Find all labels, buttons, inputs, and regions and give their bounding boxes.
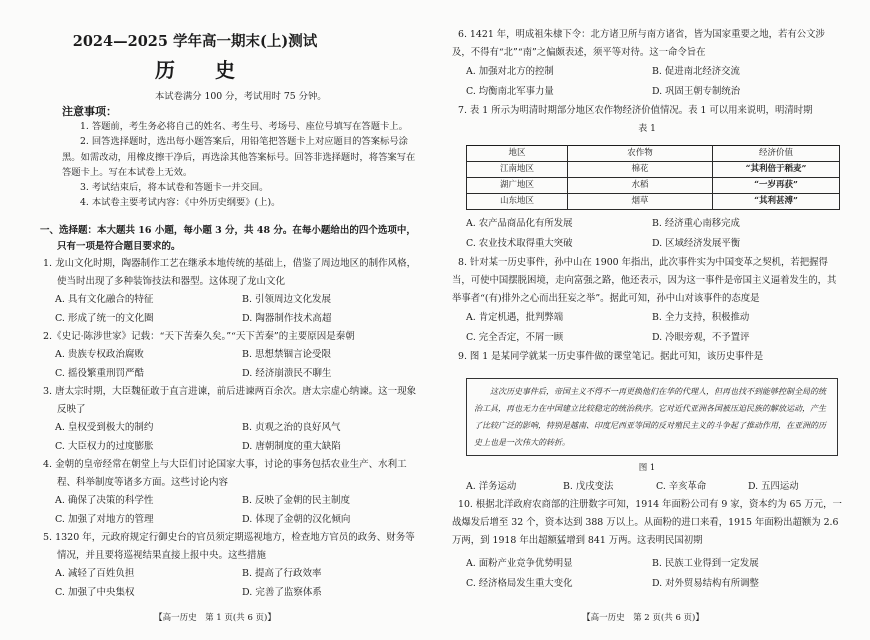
question-stem: 9. 图 1 是某同学就某一历史事件做的课堂笔记。据此可知，该历史事件是 bbox=[458, 351, 764, 362]
option-c: C. 经济格局发生重大变化 bbox=[466, 578, 573, 589]
table-cell: 水稻 bbox=[568, 178, 713, 194]
option-c: C. 辛亥革命 bbox=[656, 481, 707, 492]
option-d: D. 陶器制作技术高超 bbox=[242, 312, 332, 324]
option-b: B. 戊戌变法 bbox=[563, 481, 614, 492]
question-9 bbox=[452, 348, 842, 496]
notice-heading: 注意事项： bbox=[62, 105, 117, 118]
right-question-list bbox=[452, 26, 842, 594]
option-d: D. 体现了金朝的汉化倾向 bbox=[242, 513, 351, 525]
question-stem: 1. 龙山文化时期，陶器制作工艺在继承本地传统的基础上，借鉴了周边地区的制作风格，使当时出现了多种装饰技法和器型。这体现了龙山文化 bbox=[43, 258, 417, 287]
question-4 bbox=[40, 456, 422, 529]
option-a: A. 面粉产业竞争优势明显 bbox=[466, 558, 573, 569]
table-row bbox=[467, 162, 840, 178]
question-stem: 10. 根据北洋政府农商部的注册数字可知，1914 年面粉公司有 9 家，资本约为 65 万元，一战爆发后增至 32 个，资本达到 388 万以上。从面粉的进口来看，1915 年面粉出超额为 2.6 万两，到 1918 年出超额猛增到 841 万两。这表明民国初期 bbox=[452, 499, 842, 546]
question-1 bbox=[40, 255, 422, 328]
notice-item: 3. 考试结束后，将本试卷和答题卡一并交回。 bbox=[80, 182, 269, 194]
answer-options bbox=[40, 419, 422, 456]
answer-options bbox=[452, 62, 842, 102]
option-b: B. 经济重心南移完成 bbox=[652, 218, 740, 229]
question-2 bbox=[40, 328, 422, 383]
table-row bbox=[467, 194, 840, 210]
option-b: B. 贞观之治的良好风气 bbox=[242, 422, 341, 433]
option-b: B. 提高了行政效率 bbox=[242, 568, 322, 579]
answer-options bbox=[40, 346, 422, 383]
subject-title: 历 史 bbox=[155, 58, 235, 82]
option-c: C. 摇役繁重刑罚严酷 bbox=[55, 367, 144, 379]
page-footer-right: 【高一历史 第 2 页(共 6 页)】 bbox=[582, 613, 704, 623]
page-footer-left: 【高一历史 第 1 页(共 6 页)】 bbox=[154, 613, 276, 623]
crop-value-table bbox=[466, 145, 840, 210]
option-a: A. 农产品商品化有所发展 bbox=[466, 218, 573, 229]
question-stem: 3. 唐太宗时期，大臣魏征敢于直言进谏，前后进谏两百余次。唐太宗虚心纳谏。这一现象反映了 bbox=[43, 386, 417, 415]
answer-options bbox=[40, 492, 422, 529]
option-b: B. 促进南北经济交流 bbox=[652, 66, 740, 77]
question-stem: 2.《史记·陈涉世家》记载：“天下苦秦久矣。”“天下苦秦”的主要原因是秦朝 bbox=[43, 331, 355, 342]
option-d: D. 冷眼旁观，不予置评 bbox=[652, 332, 750, 343]
option-c: C. 加强了对地方的管理 bbox=[55, 513, 154, 525]
option-d: D. 五四运动 bbox=[748, 481, 799, 492]
table-cell: 山东地区 bbox=[467, 194, 568, 210]
option-b: B. 全力支持，积极推动 bbox=[652, 312, 750, 323]
option-d: D. 对外贸易结构有所调整 bbox=[652, 578, 759, 589]
table-header-row bbox=[467, 146, 840, 162]
exam-info: 本试卷满分 100 分，考试用时 75 分钟。 bbox=[155, 91, 327, 102]
option-c: C. 完全否定，不屑一顾 bbox=[466, 332, 564, 343]
option-c: C. 均衡南北军事力量 bbox=[466, 86, 554, 97]
table-header-cell: 地区 bbox=[467, 146, 568, 162]
table-cell: “其利倍于稻麦” bbox=[713, 162, 840, 178]
option-c: C. 加强了中央集权 bbox=[55, 586, 135, 598]
table-row bbox=[467, 178, 840, 194]
option-b: B. 引领周边文化发展 bbox=[242, 294, 332, 305]
question-8 bbox=[452, 254, 842, 348]
exam-title: 2024—2025 学年高一期末(上)测试 bbox=[72, 33, 318, 50]
answer-options bbox=[40, 565, 422, 602]
option-d: D. 经济崩溃民不聊生 bbox=[242, 367, 332, 379]
notice-item: 1. 答题前，考生务必将自己的姓名、考生号、考场号、座位号填写在答题卡上。 bbox=[80, 121, 408, 132]
table-header-cell: 农作物 bbox=[568, 146, 713, 162]
left-question-list bbox=[40, 223, 422, 602]
option-a: A. 贵族专权政治腐败 bbox=[55, 349, 144, 360]
notice-item: 2. 回答选择题时，选出每小题答案后，用铅笔把答题卡上对应题目的答案标号涂黑。如需改动，用橡皮擦干净后，再选涂其他答案标号。回答非选择题时，将答案写在答题卡上。写在本试卷上无效。 bbox=[62, 136, 416, 178]
question-stem: 5. 1320 年，元政府规定行御史台的官员须定期巡视地方，检查地方官员的政务、财务等情况，并且要将巡视结果直接上报中央。这些措施 bbox=[43, 532, 415, 561]
option-b: B. 反映了金朝的民主制度 bbox=[242, 495, 351, 506]
figure-caption: 图 1 bbox=[638, 463, 656, 473]
answer-options bbox=[452, 554, 842, 594]
option-d: D. 区域经济发展平衡 bbox=[652, 238, 741, 249]
figure-note-box: 这次历史事件后，帝国主义不得不一再更换他们在华的代理人，但再也找不到能够控制全局的统治工具，再也无力在中国建立比较稳定的统治秩序。它对近代亚洲各国被压迫民族的解放运动，产生了比较广泛的影响，特别是越南、印度尼西亚等国的反对殖民主义的斗争起了推动作用，在亚洲的历史上也是一次伟大的转折。 bbox=[466, 378, 838, 456]
option-c: C. 大臣权力的过度膨胀 bbox=[55, 440, 154, 452]
question-6 bbox=[452, 26, 842, 102]
table-cell: 烟草 bbox=[568, 194, 713, 210]
table-cell: 棉花 bbox=[568, 162, 713, 178]
question-stem: 7. 表 1 所示为明清时期部分地区农作物经济价值情况。表 1 可以用来说明，明清时期 bbox=[458, 105, 813, 116]
option-a: A. 洋务运动 bbox=[466, 481, 517, 492]
option-d: D. 巩固王朝专制统治 bbox=[652, 86, 741, 97]
notice-item: 4. 本试卷主要考试内容：《中外历史纲要》(上)。 bbox=[80, 197, 281, 209]
question-10 bbox=[452, 496, 842, 594]
question-stem: 6. 1421 年，明成祖朱棣下令：北方诸卫所与南方诸省，皆为国家重要之地，若有公文涉及，不得有“北”“南”之偏颇表述，须平等对待。这一命令旨在 bbox=[452, 29, 825, 58]
question-stem: 4. 金朝的皇帝经常在朝堂上与大臣们讨论国家大事，讨论的事务包括农业生产、水利工程、科举制度等诸多方面。这些讨论内容 bbox=[43, 459, 407, 488]
answer-options bbox=[40, 291, 422, 328]
answer-options bbox=[452, 308, 842, 348]
question-stem: 8. 针对某一历史事件，孙中山在 1900 年指出，此次事件实为中国变革之契机，若把握得当，可使中国摆脱困境，走向富强之路，他还表示，因为这一事件是帝国主义逼着发生的，其举事者“(有)排外之心而出狂妄之举”。据此可知，孙中山对该事件的态度是 bbox=[452, 257, 837, 304]
table-title: 表 1 bbox=[638, 124, 656, 134]
question-3 bbox=[40, 383, 422, 456]
option-c: C. 形成了统一的文化圈 bbox=[55, 312, 154, 324]
option-b: B. 民族工业得到一定发展 bbox=[652, 558, 759, 569]
option-d: D. 唐朝制度的重大缺陷 bbox=[242, 440, 341, 452]
table-cell: “其利甚溥” bbox=[713, 194, 840, 210]
option-a: A. 确保了决策的科学性 bbox=[55, 495, 154, 506]
option-a: A. 减轻了百姓负担 bbox=[55, 568, 135, 579]
question-5 bbox=[40, 529, 422, 602]
option-a: A. 皇权受到极大的制约 bbox=[55, 422, 154, 433]
option-a: A. 加强对北方的控制 bbox=[466, 66, 554, 77]
question-7 bbox=[452, 102, 842, 254]
option-a: A. 肯定机遇，批判弊端 bbox=[466, 312, 564, 323]
table-cell: 湖广地区 bbox=[467, 178, 568, 194]
option-a: A. 具有文化融合的特征 bbox=[55, 294, 154, 305]
option-c: C. 农业技术取得重大突破 bbox=[466, 238, 573, 249]
answer-options bbox=[452, 477, 842, 496]
table-cell: 江南地区 bbox=[467, 162, 568, 178]
section-heading: 一、选择题：本大题共 16 小题，每小题 3 分，共 48 分。在每小题给出的四个选项中，只有一项是符合题目要求的。 bbox=[40, 225, 416, 252]
notice-list bbox=[62, 119, 422, 211]
option-b: B. 思想禁锢言论受限 bbox=[242, 349, 332, 360]
option-d: D. 完善了监察体系 bbox=[242, 586, 322, 598]
table-header-cell: 经济价值 bbox=[713, 146, 840, 162]
table-cell: “一岁再获” bbox=[713, 178, 840, 194]
answer-options bbox=[452, 214, 842, 254]
